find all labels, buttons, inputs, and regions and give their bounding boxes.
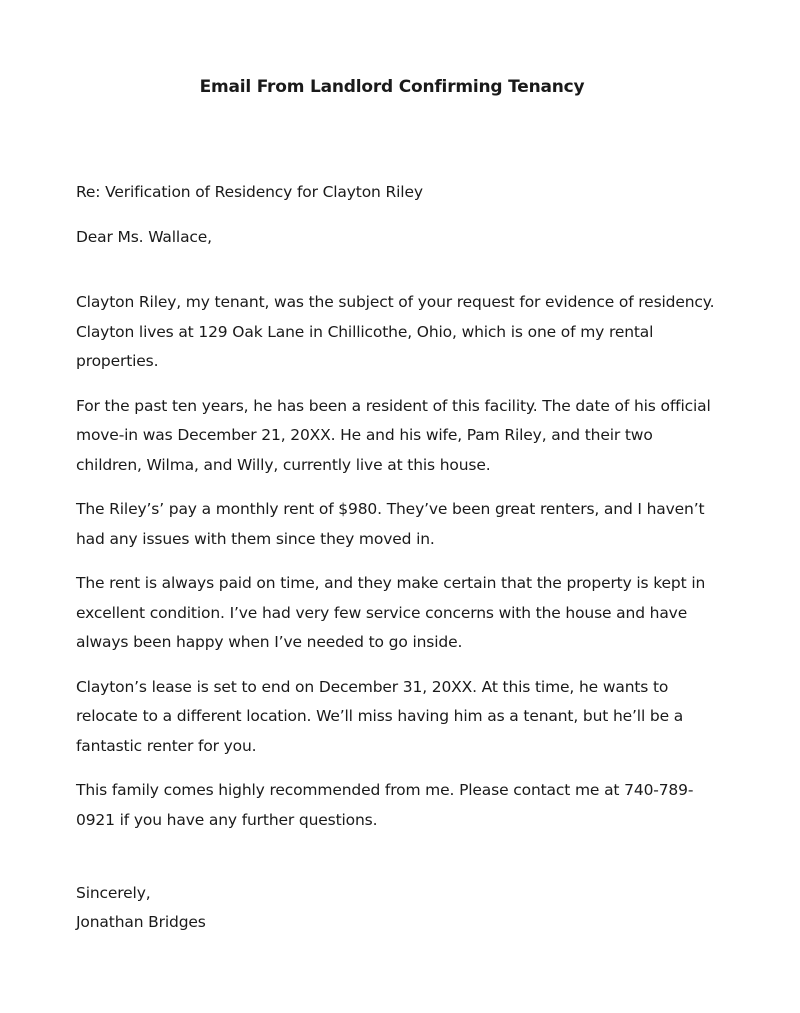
paragraph-1: Clayton Riley, my tenant, was the subject of your request for evidence of residency. Clayton lives at 129 Oak Lane in Chillicothe, Ohio, which is one of my rental properties. [76,293,715,370]
subject-line: Re: Verification of Residency for Clayton Riley [76,183,423,201]
paragraph-6: This family comes highly recommended from me. Please contact me at 740-789-0921 if you have any further questions. [76,781,694,829]
paragraph-4: The rent is always paid on time, and they make certain that the property is kept in excellent condition. I’ve had very few service concerns with the house and have always been happy when I’ve needed to go inside. [76,574,706,651]
salutation: Dear Ms. Wallace, [76,227,212,246]
closing: Sincerely, [76,884,151,902]
letter-body [76,178,716,937]
signature-name: Jonathan Bridges [76,913,206,931]
paragraph-3: The Riley’s’ pay a monthly rent of $980. They’ve been great renters, and I haven’t had any issues with them since they moved in. [76,500,705,548]
paragraph-2: For the past ten years, he has been a resident of this facility. The date of his official move-in was December 21, 20XX. He and his wife, Pam Riley, and their two children, Wilma, and Willy, currently live at this house. [76,396,711,474]
paragraph-5: Clayton’s lease is set to end on December 31, 20XX. At this time, he wants to relocate to a different location. We’ll miss having him as a tenant, but he’ll be a fantastic renter for you. [76,677,684,755]
document-title: Email From Landlord Confirming Tenancy [199,77,585,97]
